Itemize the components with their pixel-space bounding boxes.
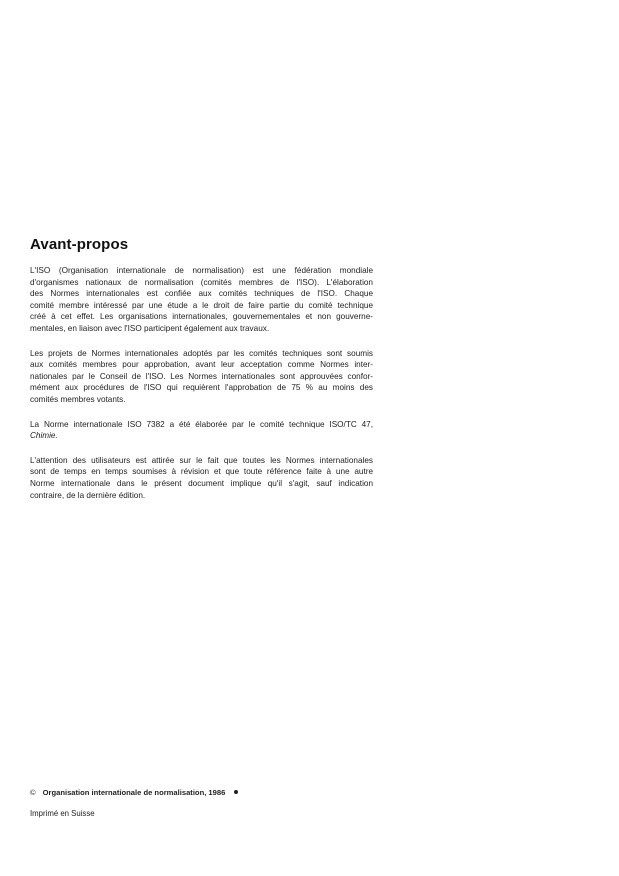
copyright-text: Organisation internationale de normalisation, 1986 <box>42 788 226 797</box>
text-line: créé à cet effet. Les organisations internationales, gouvernementales et non gouverne- <box>30 312 373 322</box>
text-line: des Normes internationales est confiée aux comités techniques de l'ISO. Chaque <box>30 289 373 299</box>
copyright-icon: © <box>30 788 36 797</box>
text-line: comités membres votants. <box>30 394 126 404</box>
text-line: aux comités membres pour approbation, avant leur acceptation comme Normes inter- <box>30 360 373 370</box>
text-line-italic <box>30 430 373 442</box>
printed-in-notice: Imprimé en Suisse <box>30 809 95 818</box>
bullet-dot-icon <box>234 790 238 794</box>
text-line: sont de temps en temps soumises à révision et que toute référence faite à une autre <box>30 467 373 477</box>
text-line: L'attention des utilisateurs est attirée sur le fait que toutes les Normes internationales <box>30 455 373 465</box>
paragraph-approval-process <box>30 348 373 406</box>
text-line: mentales, en liaison avec l'ISO participent également aux travaux. <box>30 323 270 333</box>
foreword-body <box>30 265 373 514</box>
copyright-notice <box>30 788 238 797</box>
page-title: Avant-propos <box>30 236 129 253</box>
committee-subject: Chimie. <box>30 431 58 441</box>
text-line: La Norme internationale ISO 7382 a été élaborée par le comité technique ISO/TC 47, <box>30 419 373 429</box>
paragraph-iso-description <box>30 265 373 335</box>
paragraph-standard-origin <box>30 419 373 442</box>
text-line: L'ISO (Organisation internationale de normalisation) est une fédération mondiale <box>30 266 373 275</box>
text-line: nationales par le Conseil de l'ISO. Les Normes internationales sont approuvées confor- <box>30 371 373 381</box>
text-line: d'organismes nationaux de normalisation (comités membres de l'ISO). L'élaboration <box>30 277 373 287</box>
paragraph-revision-notice <box>30 455 373 501</box>
text-line: contraire, de la dernière édition. <box>30 490 146 500</box>
text-line: mément aux procédures de l'ISO qui requièrent l'approbation de 75 % au moins des <box>30 383 373 393</box>
text-line: Les projets de Normes internationales adoptés par les comités techniques sont soumis <box>30 348 373 358</box>
text-line: comité membre intéressé par une étude a le droit de faire partie du comité technique <box>30 300 373 310</box>
text-line: Norme internationale dans le présent document implique qu'il s'agit, sauf indication <box>30 478 373 488</box>
